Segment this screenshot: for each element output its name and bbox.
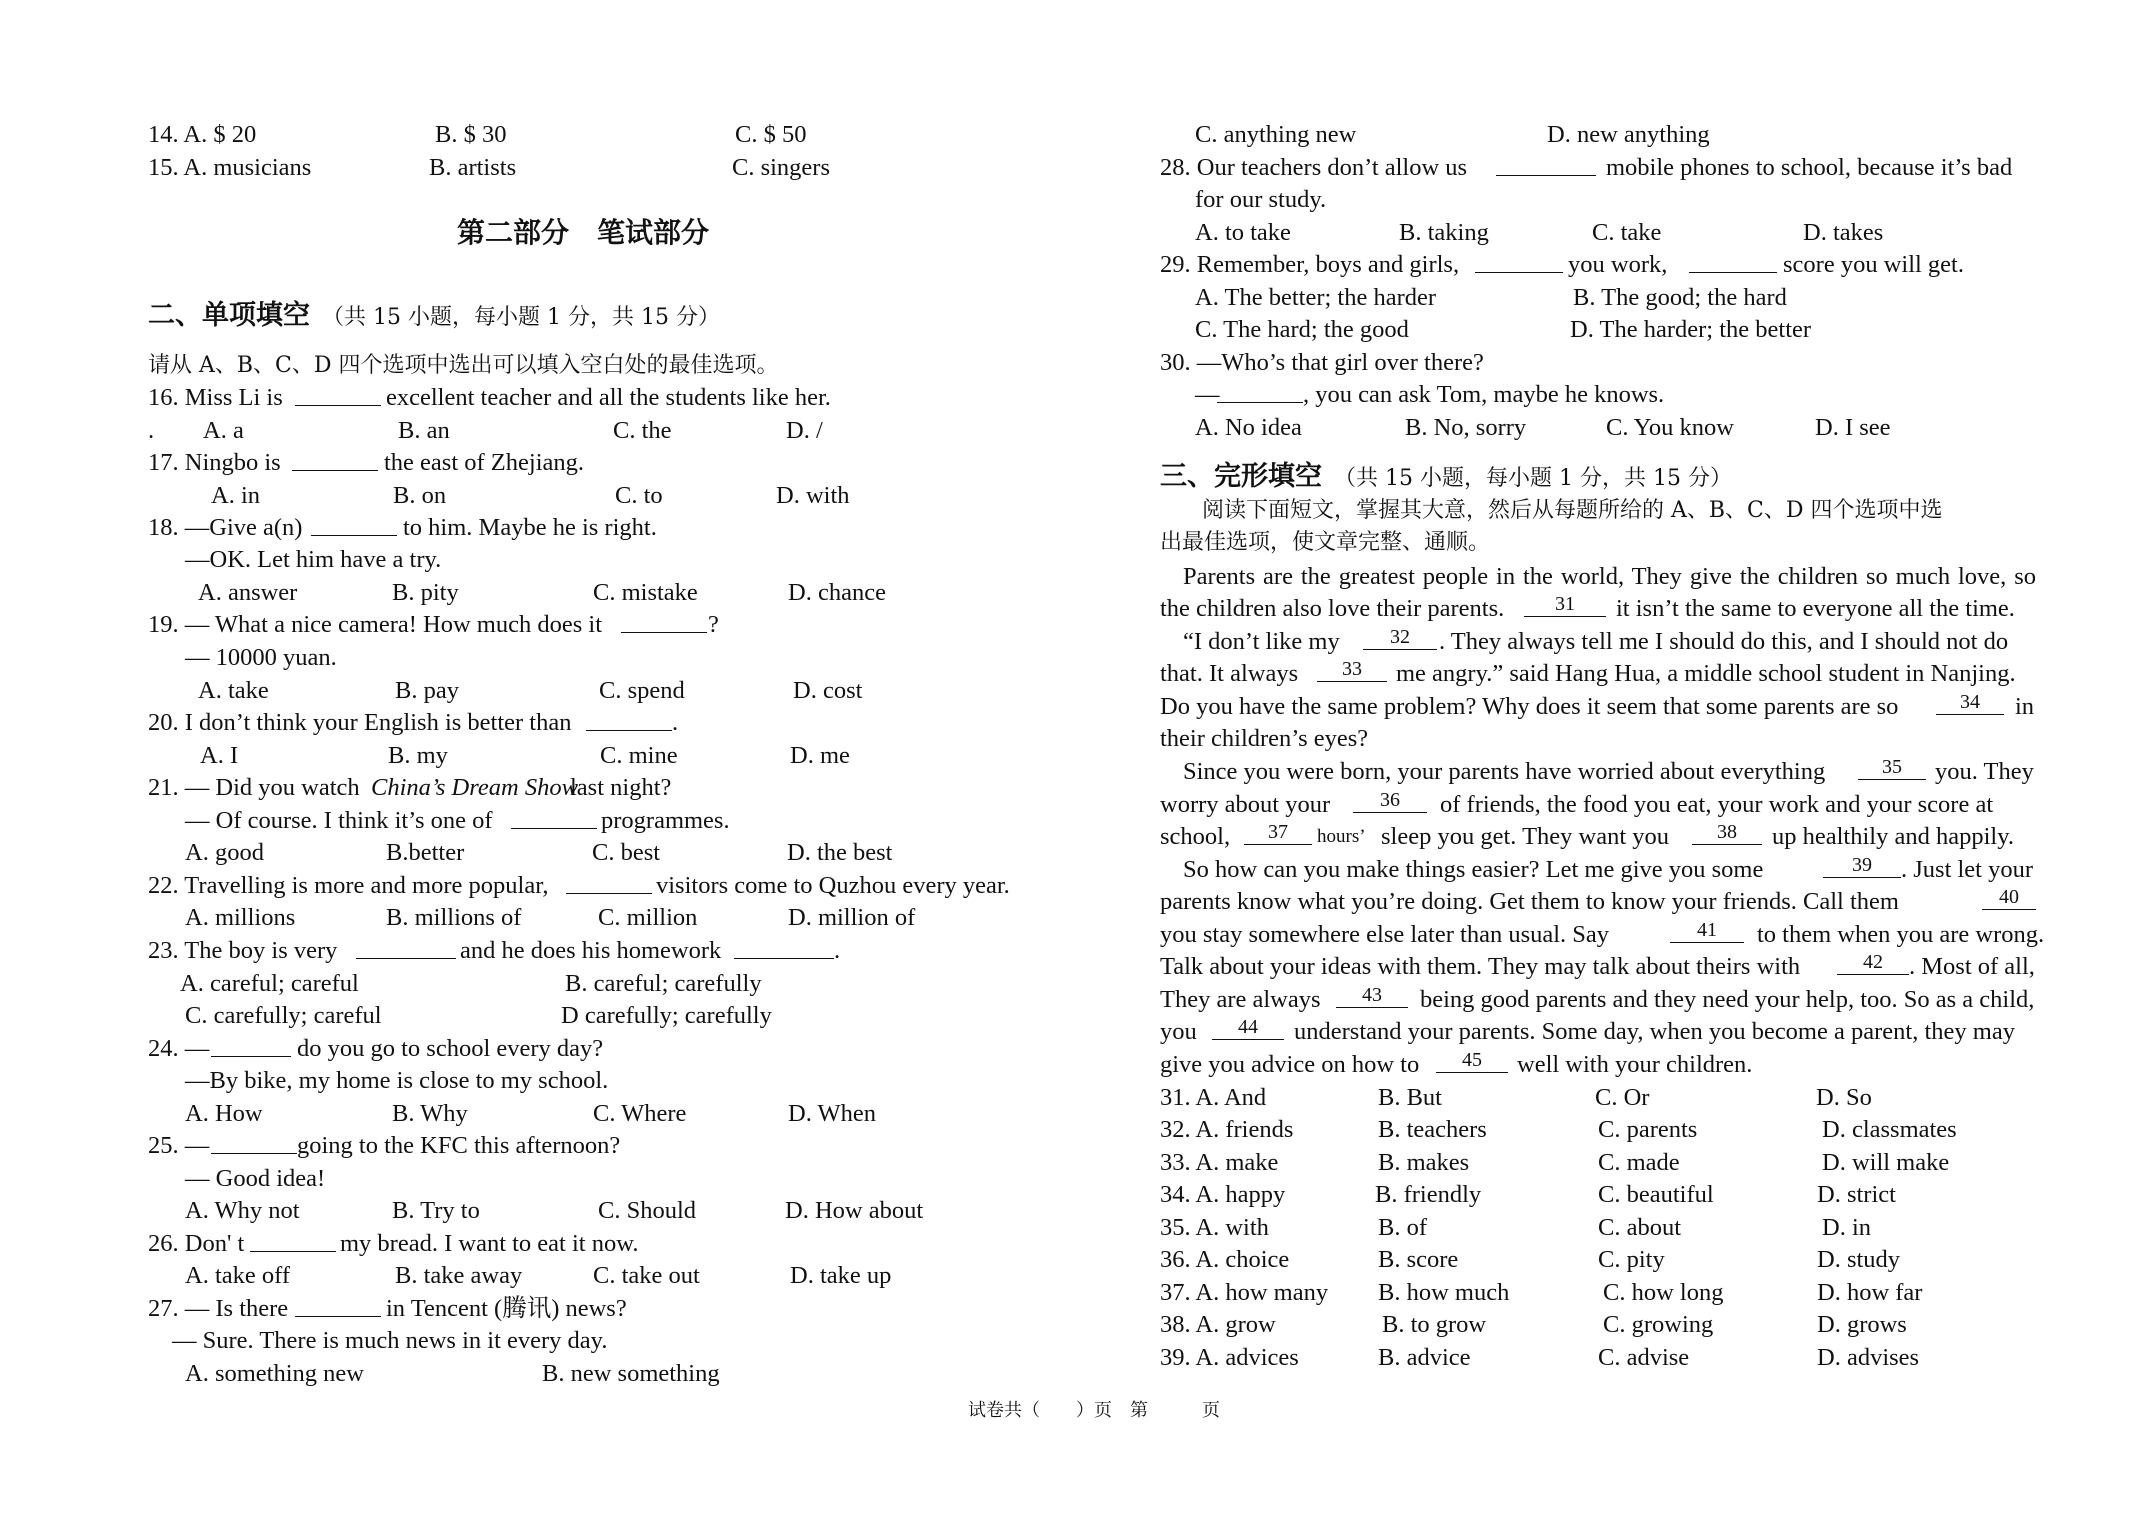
option-d: D. strict	[1817, 1181, 1896, 1208]
q25-option-a: A. Why not	[185, 1197, 300, 1224]
q29-stem-mid: you work,	[1568, 251, 1668, 278]
passage-text: So how can you make things easier? Let me give you some	[1183, 856, 1764, 883]
passage-text: up healthily and happily.	[1772, 823, 2014, 850]
q25-reply-text: — Good idea!	[185, 1165, 326, 1192]
q15-option-b: B. artists	[429, 154, 517, 181]
q15-option-c: C. singers	[732, 154, 830, 181]
passage-text: . Just let your	[1901, 856, 2034, 883]
blank-31: 31	[1524, 592, 1606, 617]
option-b: B. advice	[1378, 1344, 1471, 1371]
q25-blank	[211, 1129, 297, 1154]
q21-stem: 21. — Did you watch	[148, 774, 360, 801]
q29-option-d: D. The harder; the better	[1570, 316, 1812, 343]
passage-text: that. It always	[1160, 660, 1299, 687]
q25-stem-end: going to the KFC this afternoon?	[297, 1132, 621, 1159]
q27-option-c: C. anything new	[1195, 121, 1357, 148]
section-3-note: （共 15 小题，每小题 1 分，共 15 分）	[1334, 466, 1732, 491]
blank-42: 42	[1837, 950, 1909, 975]
q19-stem-end: ?	[708, 611, 719, 638]
option-b: B. of	[1378, 1214, 1427, 1241]
q23-option-b: B. careful; carefully	[565, 970, 762, 997]
q27-option-a: A. something new	[185, 1360, 364, 1387]
passage-text: sleep you get. They want you	[1381, 823, 1670, 850]
part-title: 第二部分 笔试部分	[457, 216, 710, 249]
q26-option-a: A. take off	[185, 1262, 290, 1289]
q26-stem: 26. Don' t	[148, 1230, 245, 1257]
passage-text: give you advice on how to	[1160, 1051, 1420, 1078]
q15-option-a: 15. A. musicians	[148, 154, 312, 181]
option-d: D. study	[1817, 1246, 1901, 1273]
q27-reply-text: — Sure. There is much news in it every day.	[172, 1327, 608, 1354]
q16-option-a: A. a	[203, 417, 244, 444]
q29-stem: 29. Remember, boys and girls,	[1160, 251, 1460, 278]
passage-text: it isn’t the same to everyone all the time.	[1616, 595, 2015, 622]
option-c: C. pity	[1598, 1246, 1665, 1273]
q18-option-c: C. mistake	[593, 579, 698, 606]
q17-stem-end: the east of Zhejiang.	[384, 449, 585, 476]
q24-reply-text: —By bike, my home is close to my school.	[185, 1067, 609, 1094]
passage-text: of friends, the food you eat, your work and your score at	[1440, 791, 1994, 818]
q22-option-b: B. millions of	[386, 904, 522, 931]
q14-option-c: C. $ 50	[735, 121, 807, 148]
q16-dot: .	[148, 417, 155, 444]
q29-stem-end: score you will get.	[1783, 251, 1964, 278]
blank-44: 44	[1212, 1015, 1284, 1040]
q30-option-b: B. No, sorry	[1405, 414, 1527, 441]
passage-text: worry about your	[1160, 791, 1331, 818]
option-b: B. to grow	[1382, 1311, 1487, 1338]
passage-text: Talk about your ideas with them. They may talk about theirs with	[1160, 953, 1801, 980]
q30-blank	[1217, 378, 1303, 403]
option-c: C. Or	[1595, 1084, 1650, 1111]
q30-dash: —	[1195, 381, 1220, 408]
passage-text: being good parents and they need your help, too. So as a child,	[1420, 986, 2035, 1013]
q28-option-c: C. take	[1592, 219, 1662, 246]
q22-option-d: D. million of	[788, 904, 916, 931]
option-d: D. advises	[1817, 1344, 1920, 1371]
q30-option-a: A. No idea	[1195, 414, 1302, 441]
option-a: 39. A. advices	[1160, 1344, 1299, 1371]
blank-43: 43	[1336, 983, 1408, 1008]
q19-reply-text: — 10000 yuan.	[185, 644, 337, 671]
option-b: B. how much	[1378, 1279, 1510, 1306]
q21-blank	[511, 804, 597, 829]
option-a: 33. A. make	[1160, 1149, 1279, 1176]
q18-stem-end: to him. Maybe he is right.	[403, 514, 657, 541]
option-a: 37. A. how many	[1160, 1279, 1329, 1306]
option-b: B. friendly	[1375, 1181, 1482, 1208]
option-d: D. classmates	[1822, 1116, 1957, 1143]
q18-option-d: D. chance	[788, 579, 886, 606]
passage-text: parents know what you’re doing. Get them to know your friends. Call them	[1160, 888, 1899, 915]
q20-stem: 20. I don’t think your English is better than	[148, 709, 572, 736]
option-b: B. makes	[1378, 1149, 1470, 1176]
blank-38: 38	[1692, 820, 1762, 845]
option-a: 36. A. choice	[1160, 1246, 1290, 1273]
q23-stem-mid: and he does his homework	[460, 937, 722, 964]
passage-text: . Most of all,	[1909, 953, 2035, 980]
q20-blank	[586, 706, 672, 731]
q28-stem-end: for our study.	[1195, 186, 1327, 213]
option-b: B. teachers	[1378, 1116, 1487, 1143]
option-a: 31. A. And	[1160, 1084, 1267, 1111]
q18-option-b: B. pity	[392, 579, 459, 606]
q21-option-c: C. best	[592, 839, 661, 866]
q19-option-b: B. pay	[395, 677, 459, 704]
option-d: D. will make	[1822, 1149, 1950, 1176]
q29-blank-2	[1689, 248, 1777, 273]
passage-line-1: Parents are the greatest people in the world, They give the children so much love, so	[1183, 563, 2036, 590]
option-c: C. growing	[1603, 1311, 1714, 1338]
q25-stem: 25. —	[148, 1132, 210, 1159]
q18-blank	[311, 511, 397, 536]
passage-text: Since you were born, your parents have worried about everything	[1183, 758, 1826, 785]
q21-option-d: D. the best	[787, 839, 893, 866]
q16-option-c: C. the	[613, 417, 672, 444]
q27-blank	[295, 1292, 381, 1317]
option-c: C. advise	[1598, 1344, 1690, 1371]
q18-reply-text: —OK. Let him have a try.	[185, 546, 442, 573]
q17-blank	[292, 446, 378, 471]
option-b: B. But	[1378, 1084, 1442, 1111]
q24-stem-end: do you go to school every day?	[297, 1035, 604, 1062]
passage-text: in	[2015, 693, 2035, 720]
q20-option-c: C. mine	[600, 742, 678, 769]
section-2-title: 二、单项填空	[148, 300, 310, 331]
q28-blank	[1496, 151, 1596, 176]
passage-text: Do you have the same problem? Why does it seem that some parents are so	[1160, 693, 1899, 720]
passage-text: the children also love their parents.	[1160, 595, 1505, 622]
q19-option-a: A. take	[198, 677, 269, 704]
q22-option-a: A. millions	[185, 904, 296, 931]
q24-option-b: B. Why	[392, 1100, 468, 1127]
section-3-instruction-2: 出最佳选项，使文章完整、通顺。	[1160, 530, 1491, 555]
q21-show-title: China’s Dream Show	[371, 774, 578, 801]
q29-option-b: B. The good; the hard	[1573, 284, 1787, 311]
blank-39: 39	[1823, 853, 1901, 878]
option-a: 38. A. grow	[1160, 1311, 1276, 1338]
q26-stem-end: my bread. I want to eat it now.	[340, 1230, 639, 1257]
option-c: C. made	[1598, 1149, 1680, 1176]
q23-option-c: C. carefully; careful	[185, 1002, 382, 1029]
q16-blank	[295, 381, 381, 406]
q20-option-a: A. I	[200, 742, 239, 769]
q23-option-a: A. careful; careful	[180, 970, 359, 997]
q26-option-b: B. take away	[395, 1262, 523, 1289]
q14-option-a: 14. A. $ 20	[148, 121, 257, 148]
q28-option-a: A. to take	[1195, 219, 1291, 246]
option-c: C. parents	[1598, 1116, 1698, 1143]
q23-blank-2	[734, 934, 834, 959]
q18-stem: 18. —Give a(n)	[148, 514, 303, 541]
passage-text: to them when you are wrong.	[1757, 921, 2045, 948]
q24-blank	[211, 1032, 291, 1057]
q21-reply-end: programmes.	[601, 807, 730, 834]
q30-option-d: D. I see	[1815, 414, 1891, 441]
q27-option-b: B. new something	[542, 1360, 720, 1387]
q17-option-c: C. to	[615, 482, 663, 509]
q29-option-c: C. The hard; the good	[1195, 316, 1409, 343]
q14-option-b: B. $ 30	[435, 121, 507, 148]
passage-text: you. They	[1935, 758, 2034, 785]
section-3-instruction-1: 阅读下面短文，掌握其大意，然后从每题所给的 A、B、C、D 四个选项中选	[1202, 498, 1943, 523]
q22-stem-end: visitors come to Quzhou every year.	[656, 872, 1010, 899]
option-a: 34. A. happy	[1160, 1181, 1286, 1208]
q27-stem: 27. — Is there	[148, 1295, 289, 1322]
option-a: 35. A. with	[1160, 1214, 1269, 1241]
option-d: D. So	[1816, 1084, 1872, 1111]
option-d: D. grows	[1817, 1311, 1907, 1338]
q17-option-a: A. in	[211, 482, 260, 509]
q19-stem: 19. — What a nice camera! How much does it	[148, 611, 603, 638]
blank-32: 32	[1363, 625, 1437, 650]
passage-text: you stay somewhere else later than usual. Say	[1160, 921, 1610, 948]
blank-35: 35	[1858, 755, 1926, 780]
passage-text: understand your parents. Some day, when you become a parent, they may	[1294, 1018, 2015, 1045]
q21-option-a: A. good	[185, 839, 264, 866]
option-b: B. score	[1378, 1246, 1459, 1273]
blank-37: 37	[1244, 820, 1312, 845]
q19-option-d: D. cost	[793, 677, 863, 704]
section-2-note: （共 15 小题，每小题 1 分，共 15 分）	[322, 305, 720, 330]
option-c: C. how long	[1603, 1279, 1724, 1306]
q20-stem-end: .	[672, 709, 679, 736]
q21-option-b: B.better	[386, 839, 465, 866]
section-2-instruction: 请从 A、B、C、D 四个选项中选出可以填入空白处的最佳选项。	[148, 353, 779, 378]
q27-option-d: D. new anything	[1547, 121, 1710, 148]
blank-45: 45	[1436, 1048, 1508, 1073]
q16-stem: 16. Miss Li is	[148, 384, 283, 411]
q24-option-d: D. When	[788, 1100, 876, 1127]
option-a: 32. A. friends	[1160, 1116, 1294, 1143]
passage-text: hours’	[1317, 826, 1366, 847]
q20-option-b: B. my	[388, 742, 448, 769]
passage-text: well with your children.	[1517, 1051, 1753, 1078]
q24-option-c: C. Where	[593, 1100, 687, 1127]
q19-blank	[621, 608, 707, 633]
passage-text: school,	[1160, 823, 1231, 850]
q25-option-b: B. Try to	[392, 1197, 480, 1224]
q19-option-c: C. spend	[599, 677, 685, 704]
q29-blank-1	[1475, 248, 1563, 273]
q24-option-a: A. How	[185, 1100, 263, 1127]
q26-blank	[250, 1227, 336, 1252]
q26-option-c: C. take out	[593, 1262, 700, 1289]
q27-stem-end: in Tencent (腾讯) news?	[386, 1295, 627, 1322]
q28-option-b: B. taking	[1399, 219, 1489, 246]
q30-reply-end: , you can ask Tom, maybe he knows.	[1303, 381, 1665, 408]
q16-option-d: D. /	[786, 417, 823, 444]
q18-option-a: A. answer	[198, 579, 298, 606]
q21-reply-text: — Of course. I think it’s one of	[185, 807, 493, 834]
q24-stem: 24. —	[148, 1035, 210, 1062]
q25-option-c: C. Should	[598, 1197, 697, 1224]
q17-stem: 17. Ningbo is	[148, 449, 281, 476]
passage-text: me angry.” said Hang Hua, a middle school student in Nanjing.	[1396, 660, 2016, 687]
passage-text: you	[1160, 1018, 1197, 1045]
q17-option-b: B. on	[393, 482, 447, 509]
q30-stem: 30. —Who’s that girl over there?	[1160, 349, 1484, 376]
passage-text: . They always tell me I should do this, and I should not do	[1439, 628, 2009, 655]
q28-stem-mid: mobile phones to school, because it’s bad	[1606, 154, 2013, 181]
q30-option-c: C. You know	[1606, 414, 1734, 441]
q22-stem: 22. Travelling is more and more popular,	[148, 872, 549, 899]
q26-option-d: D. take up	[790, 1262, 892, 1289]
option-d: D. in	[1822, 1214, 1871, 1241]
q22-option-c: C. million	[598, 904, 698, 931]
section-3-title: 三、完形填空	[1160, 461, 1322, 492]
q25-option-d: D. How about	[785, 1197, 924, 1224]
blank-40: 40	[1982, 885, 2036, 910]
q28-option-d: D. takes	[1803, 219, 1884, 246]
blank-36: 36	[1353, 788, 1427, 813]
page-footer: 试卷共（ ）页 第 页	[968, 1400, 1220, 1421]
q20-option-d: D. me	[790, 742, 850, 769]
q23-stem: 23. The boy is very	[148, 937, 338, 964]
q23-stem-end: .	[834, 937, 841, 964]
option-d: D. how far	[1817, 1279, 1923, 1306]
q16-option-b: B. an	[398, 417, 450, 444]
q22-blank	[566, 869, 652, 894]
option-c: C. beautiful	[1598, 1181, 1714, 1208]
passage-line-6: their children’s eyes?	[1160, 725, 1369, 752]
q21-stem-end: last night?	[570, 774, 672, 801]
blank-41: 41	[1670, 918, 1744, 943]
q28-stem: 28. Our teachers don’t allow us	[1160, 154, 1468, 181]
q17-option-d: D. with	[776, 482, 850, 509]
blank-34: 34	[1936, 690, 2004, 715]
passage-text: “I don’t like my	[1183, 628, 1340, 655]
q23-option-d: D carefully; carefully	[561, 1002, 772, 1029]
option-c: C. about	[1598, 1214, 1682, 1241]
q16-stem-end: excellent teacher and all the students like her.	[386, 384, 831, 411]
q29-option-a: A. The better; the harder	[1195, 284, 1437, 311]
passage-text: They are always	[1160, 986, 1321, 1013]
q23-blank-1	[356, 934, 456, 959]
blank-33: 33	[1317, 657, 1387, 682]
